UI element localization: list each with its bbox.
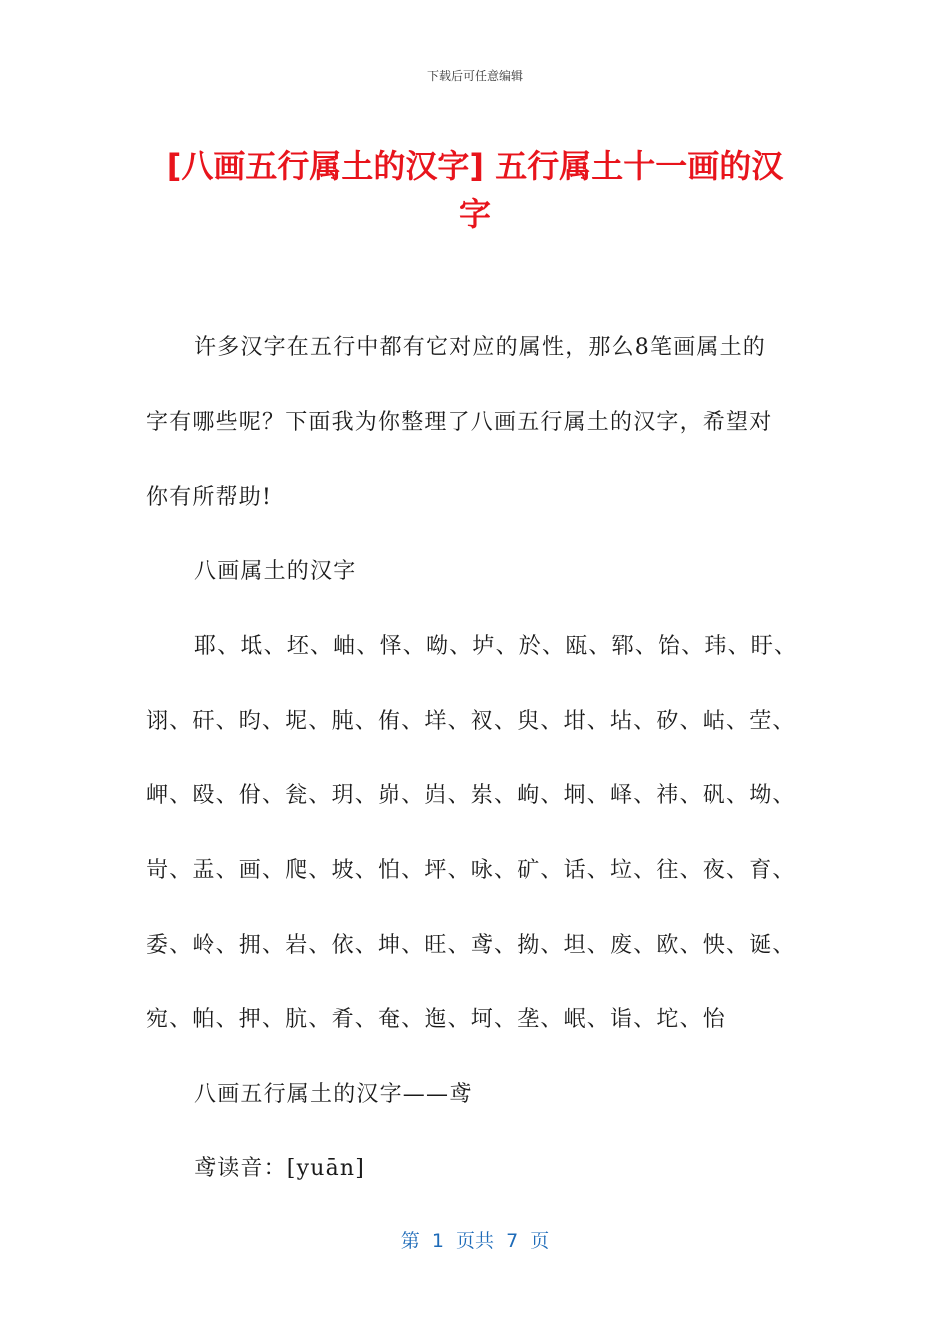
intro-line-3: 你有所帮助! (146, 485, 273, 510)
document-title (140, 142, 810, 238)
header-note: 下载后可任意编辑 (426, 69, 523, 83)
section-heading-eight-stroke: 八画属土的汉字 (194, 559, 357, 584)
char-list-line-3: 岬、殴、佾、瓮、玥、峁、岿、岽、岣、坰、峄、祎、矾、坳、 (146, 783, 796, 808)
section-heading-yuan: 八画五行属土的汉字——鸢 (194, 1082, 473, 1107)
char-list-line-2: 诩、矸、昀、坭、肫、侑、垟、衩、臾、坩、坫、矽、岵、茔、 (146, 709, 796, 734)
intro-line-2: 字有哪些呢？下面我为你整理了八画五行属土的汉字，希望对 (146, 410, 773, 435)
char-list-line-5: 委、岭、拥、岩、依、坤、旺、鸢、拗、坦、废、欧、怏、诞、 (146, 933, 796, 958)
title-line-2: 字 (458, 195, 491, 233)
char-list-line-4: 岢、盂、画、爬、坡、怕、坪、咏、矿、话、垃、往、夜、育、 (146, 858, 796, 883)
intro-line-1: 许多汉字在五行中都有它对应的属性，那么8笔画属土的 (194, 335, 766, 360)
char-list-line-1: 耶、坻、坯、岫、怿、呦、垆、於、瓯、郓、饴、玮、盱、 (194, 634, 798, 659)
pronunciation-line: 鸢读音：[yuān] (194, 1156, 366, 1181)
char-list-line-6: 宛、帕、押、肮、肴、奄、迤、坷、垄、岷、诣、坨、怡 (146, 1007, 727, 1032)
title-line-1: [八画五行属土的汉字] 五行属土十一画的汉 (166, 147, 784, 185)
page-footer: 第 1 页共 7 页 (400, 1230, 550, 1252)
